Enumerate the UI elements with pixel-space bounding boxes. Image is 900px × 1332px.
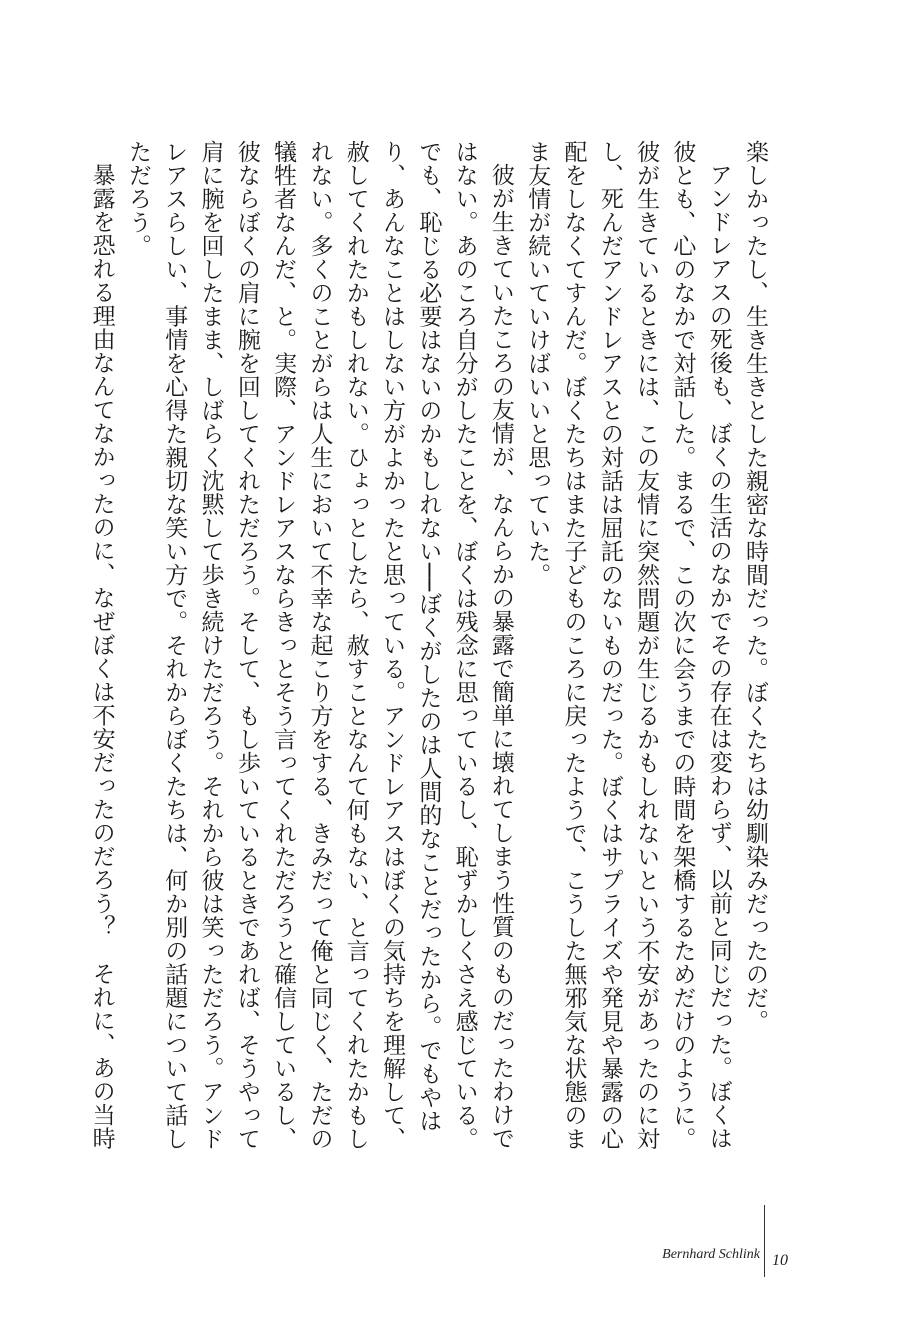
paragraph: 暴露を恐れる理由なんてなかったのに、なぜぼくは不安だったのだろう？ それに、あの当時 [88, 163, 115, 1150]
body-text [83, 140, 773, 1160]
running-footer-author: Bernhard Schlink [662, 1247, 760, 1262]
page-number: 10 [772, 1252, 788, 1269]
footer-divider [764, 1205, 765, 1277]
page-footer [0, 1200, 900, 1290]
paragraph: 楽しかったし、生き生きとした親密な時間だった。ぼくたちは幼馴染みだったのだ。 [742, 140, 768, 1033]
paragraph: アンドレアスの死後も、ぼくの生活のなかでその存在は変わらず、以前と同じだった。ぼくは彼とも、心のなかで対話した。まるで、この次に会うまでの時間を架橋するためだけのように。彼が生きているときには、この友情に突然問題が生じるかもしれないという不安があったのに対し、死んだアンドレアスとの対話は屈託のないものだった。ぼくはサプライズや発見や暴露の心配をしなくてすんだ。ぼくたちはまた子どものころに戻ったようで、こうした無邪気な状態のまま友情が続いていけばいいと思っていた。 [524, 140, 732, 1151]
paragraph: 彼が生きていたころの友情が、なんらかの暴露で簡単に壊れてしまう性質のものだったわけではない。あのころ自分がしたことを、ぼくは残念に思っているし、恥ずかしくさえ感じている。でも、恥じる必要はないのかもしれない──ぼくがしたのは人間的なことだったから。でもやはり、あんなことはしない方がよかったと思っている。アンドレアスはぼくの気持ちを理解して、赦してくれたかもしれない。ひょっとしたら、赦すことなんて何もない、と言ってくれたかもしれない。多くのことがらは人生において不幸な起こり方をする、きみだって俺と同じく、ただの犠牲者なんだ、と。実際、アンドレアスならきっとそう言ってくれただろうと確信しているし、彼ならぼくの肩に腕を回してくれただろう。そして、もし歩いているときであれば、そうやって肩に腕を回したまま、しばらく沈黙して歩き続けただろう。それから彼は笑っただろう。アンドレアスらしい、事情を心得た親切な笑い方で。それからぼくたちは、何か別の話題について話しただろう。 [124, 140, 514, 1151]
